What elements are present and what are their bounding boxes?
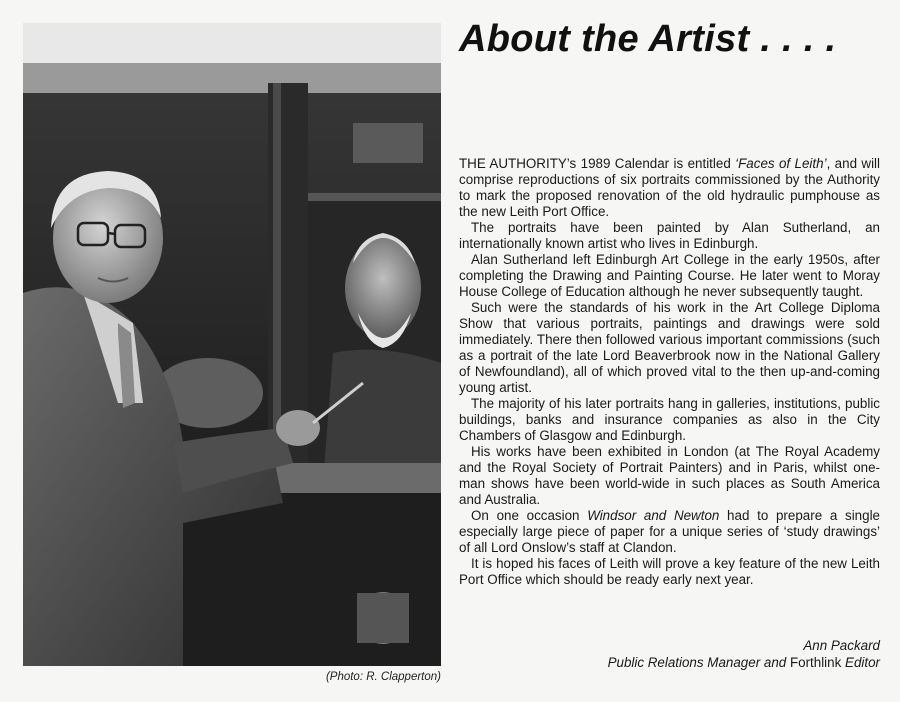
- author-name: Ann Packard: [803, 638, 880, 653]
- paragraph: It is hoped his faces of Leith will prove a key feature of the new Leith Port Office which should be ready early next year.: [459, 556, 880, 587]
- paragraph: His works have been exhibited in London (at The Royal Academy and the Royal Society of Portrait Painters) and in Paris, whilst one-man shows have been world-wide in such places as South America and Australia.: [459, 444, 880, 507]
- paragraph: The portraits have been painted by Alan Sutherland, an internationally known artist who lives in Edinburgh.: [459, 220, 880, 251]
- paragraph: The majority of his later portraits hang in galleries, institutions, public buildings, banks and insurance companies as also in the City Chambers of Glasgow and Edinburgh.: [459, 396, 880, 443]
- photo-caption: (Photo: R. Clapperton): [325, 671, 441, 683]
- paragraph: THE AUTHORITY’s 1989 Calendar is entitled ‘Faces of Leith’, and will comprise reproductions of six portraits commissioned by the Authority to mark the proposed renovation of the old hydraulic pumphouse as the new Leith Port Office.: [459, 156, 880, 219]
- article-body: [459, 156, 880, 588]
- paragraph: Such were the standards of his work in the Art College Diploma Show that various portraits, paintings and drawings were sold immediately. There then followed various important commissions (such as a portrait of the late Lord Beaverbrook now in the National Gallery of Newfoundland), all of which proved vital to the then up-and-coming young artist.: [459, 300, 880, 395]
- paragraph: On one occasion Windsor and Newton had to prepare a single especially large piece of paper for a unique series of ‘study drawings’ of all Lord Onslow’s staff at Clandon.: [459, 508, 880, 555]
- paragraph: Alan Sutherland left Edinburgh Art College in the early 1950s, after completing the Drawing and Painting Course. He later went to Moray House College of Education although he never subsequently taught.: [459, 252, 880, 299]
- artist-photo: [23, 23, 441, 666]
- page-title: About the Artist . . . .: [459, 18, 837, 60]
- author-role: Public Relations Manager and Forthlink Editor: [607, 655, 880, 670]
- signature-block: [608, 637, 880, 671]
